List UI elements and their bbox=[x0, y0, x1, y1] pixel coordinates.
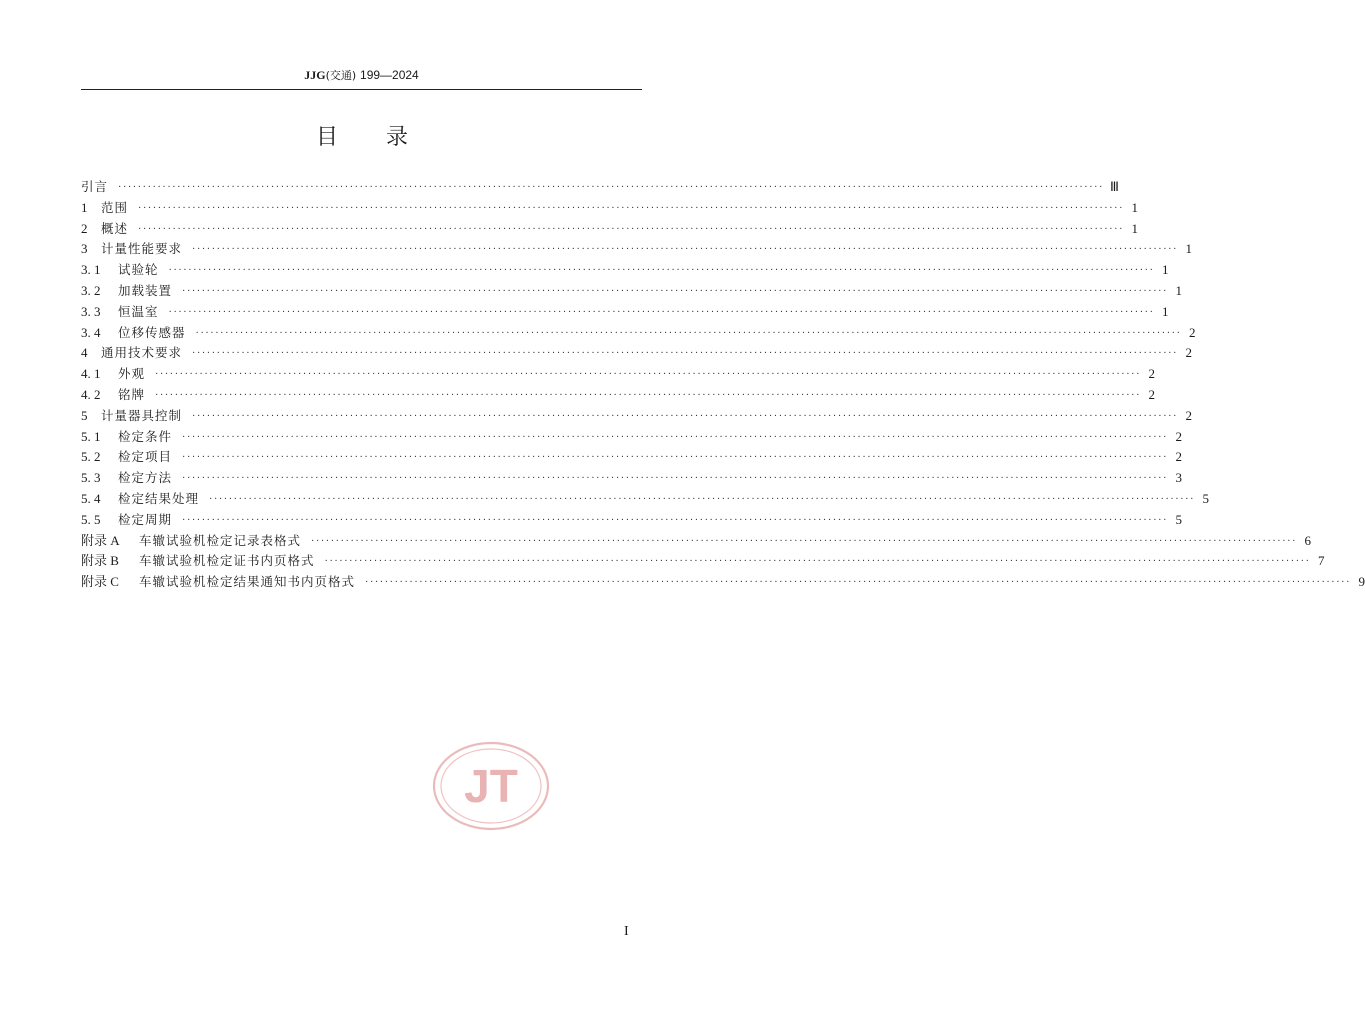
toc-entry[interactable] bbox=[81, 551, 1325, 572]
toc-entry-number: 5. 4 bbox=[81, 490, 101, 506]
toc-entry-page: 2 bbox=[1185, 407, 1193, 423]
toc-entry-title: 车辙试验机检定结果通知书内页格式 bbox=[139, 574, 356, 590]
toc-entry-page: 5 bbox=[1175, 511, 1183, 527]
svg-text:JT: JT bbox=[464, 760, 518, 812]
toc-entry-page: 2 bbox=[1148, 386, 1156, 402]
toc-leader-dots: ········································································································································································································ bbox=[195, 327, 1182, 339]
toc-entry[interactable] bbox=[81, 447, 1183, 468]
standard-category: (交通) bbox=[325, 69, 357, 82]
toc-entry-title: 车辙试验机检定证书内页格式 bbox=[139, 553, 315, 569]
toc-entry-title: 位移传感器 bbox=[118, 324, 186, 340]
toc-leader-dots: ········································································································································································································ bbox=[168, 306, 1155, 318]
toc-entry-title: 检定条件 bbox=[118, 428, 173, 444]
toc-entry-page: 1 bbox=[1162, 303, 1169, 319]
jt-watermark-logo bbox=[432, 741, 550, 831]
toc-entry-number: 4. 1 bbox=[81, 366, 101, 382]
toc-entry-title: 铭牌 bbox=[118, 386, 146, 402]
toc-entry[interactable] bbox=[81, 510, 1183, 531]
toc-entry-number: 1 bbox=[81, 199, 88, 215]
toc-leader-dots: ········································································································································································································ bbox=[365, 577, 1352, 589]
toc-entry-title: 车辙试验机检定记录表格式 bbox=[139, 532, 302, 548]
toc-entry[interactable] bbox=[81, 364, 1156, 385]
toc-entry-number: 3. 4 bbox=[81, 324, 101, 340]
toc-entry[interactable] bbox=[81, 385, 1156, 406]
toc-leader-dots: ········································································································································································································ bbox=[138, 223, 1125, 235]
toc-entry-title: 检定项目 bbox=[118, 449, 173, 465]
page-number: I bbox=[624, 924, 629, 939]
table-of-contents bbox=[81, 177, 1365, 593]
toc-entry-number: 5. 2 bbox=[81, 449, 101, 465]
toc-entry-page: 6 bbox=[1304, 532, 1312, 548]
toc-entry-page: 3 bbox=[1175, 470, 1183, 486]
toc-entry-page: 7 bbox=[1318, 553, 1325, 569]
toc-entry[interactable] bbox=[81, 198, 1139, 219]
toc-entry-page: 5 bbox=[1202, 490, 1210, 506]
toc-entry-title: 范围 bbox=[101, 199, 129, 215]
toc-entry[interactable] bbox=[81, 427, 1183, 448]
toc-leader-dots: ········································································································································································································ bbox=[168, 265, 1155, 277]
toc-entry-title: 通用技术要求 bbox=[101, 345, 183, 361]
toc-entry-title: 恒温室 bbox=[118, 303, 159, 319]
running-header bbox=[81, 62, 642, 90]
toc-leader-dots: ········································································································································································································ bbox=[155, 389, 1142, 401]
toc-entry-number: 3 bbox=[81, 241, 88, 257]
toc-leader-dots: ········································································································································································································ bbox=[311, 535, 1298, 547]
toc-entry-title: 外观 bbox=[118, 366, 146, 382]
toc-entry-title: 加载装置 bbox=[118, 282, 173, 298]
toc-entry[interactable] bbox=[81, 468, 1183, 489]
toc-entry-number: 5 bbox=[81, 407, 88, 423]
toc-leader-dots: ········································································································································································································ bbox=[155, 369, 1142, 381]
toc-leader-dots: ········································································································································································································ bbox=[209, 493, 1196, 505]
toc-entry-page: 1 bbox=[1162, 262, 1169, 278]
toc-entry-number: 附录 A bbox=[81, 532, 120, 548]
toc-entry[interactable] bbox=[81, 489, 1210, 510]
toc-entry-page: 2 bbox=[1148, 366, 1156, 382]
standard-number: 199—2024 bbox=[360, 68, 419, 82]
toc-entry-number: 4 bbox=[81, 345, 88, 361]
toc-leader-dots: ········································································································································································································ bbox=[192, 244, 1179, 256]
toc-entry-number: 附录 C bbox=[81, 574, 119, 590]
toc-leader-dots: ········································································································································································································ bbox=[182, 452, 1169, 464]
toc-entry-title: 检定结果处理 bbox=[118, 490, 200, 506]
toc-entry[interactable] bbox=[81, 302, 1169, 323]
toc-entry-title: 引言 bbox=[81, 179, 109, 194]
toc-entry[interactable] bbox=[81, 281, 1183, 302]
toc-entry[interactable] bbox=[81, 323, 1196, 344]
standard-code: JJG bbox=[304, 68, 326, 82]
toc-entry-title: 试验轮 bbox=[118, 262, 159, 278]
toc-entry-number: 3. 2 bbox=[81, 282, 101, 298]
toc-leader-dots: ········································································································································································································ bbox=[182, 514, 1169, 526]
toc-entry-page: 2 bbox=[1189, 324, 1196, 340]
toc-entry-number: 5. 5 bbox=[81, 511, 101, 527]
toc-leader-dots: ········································································································································································································ bbox=[138, 202, 1125, 214]
toc-entry-title: 概述 bbox=[101, 220, 129, 236]
toc-entry-number: 4. 2 bbox=[81, 386, 101, 402]
toc-entry[interactable] bbox=[81, 531, 1312, 552]
toc-entry-page: 1 bbox=[1131, 199, 1139, 215]
page-title: 目录 bbox=[315, 125, 456, 150]
toc-leader-dots: ········································································································································································································ bbox=[324, 556, 1311, 568]
toc-entry[interactable] bbox=[81, 343, 1193, 364]
toc-entry-page: 2 bbox=[1185, 345, 1193, 361]
toc-entry-number: 3. 3 bbox=[81, 303, 101, 319]
toc-leader-dots: ········································································································································································································ bbox=[192, 348, 1179, 360]
toc-leader-dots: ········································································································································································································ bbox=[182, 431, 1169, 443]
toc-entry[interactable] bbox=[81, 406, 1193, 427]
toc-entry[interactable] bbox=[81, 177, 1119, 198]
toc-entry-page: 2 bbox=[1175, 428, 1183, 444]
toc-entry-number: 5. 1 bbox=[81, 428, 101, 444]
toc-entry[interactable] bbox=[81, 239, 1193, 260]
toc-entry-title: 计量性能要求 bbox=[101, 241, 183, 257]
toc-entry-title: 检定周期 bbox=[118, 511, 173, 527]
toc-leader-dots: ········································································································································································································ bbox=[182, 473, 1169, 485]
toc-entry-page: 2 bbox=[1175, 449, 1183, 465]
toc-leader-dots: ········································································································································································································ bbox=[182, 285, 1169, 297]
toc-entry-page: 1 bbox=[1185, 241, 1193, 257]
toc-entry-page: 1 bbox=[1175, 282, 1183, 298]
toc-leader-dots: ········································································································································································································ bbox=[118, 182, 1105, 193]
toc-entry-page: 9 bbox=[1358, 574, 1365, 590]
toc-entry-number: 5. 3 bbox=[81, 470, 101, 486]
toc-entry-title: 计量器具控制 bbox=[101, 407, 183, 423]
toc-entry[interactable] bbox=[81, 260, 1169, 281]
toc-entry-number: 2 bbox=[81, 220, 88, 236]
toc-entry-page: Ⅲ bbox=[1110, 179, 1119, 194]
toc-entry-number: 3. 1 bbox=[81, 262, 101, 278]
toc-entry-page: 1 bbox=[1131, 220, 1139, 236]
toc-leader-dots: ········································································································································································································ bbox=[192, 410, 1179, 422]
toc-entry-number: 附录 B bbox=[81, 553, 119, 569]
toc-entry[interactable] bbox=[81, 219, 1139, 240]
toc-entry[interactable] bbox=[81, 572, 1365, 593]
toc-entry-title: 检定方法 bbox=[118, 470, 173, 486]
